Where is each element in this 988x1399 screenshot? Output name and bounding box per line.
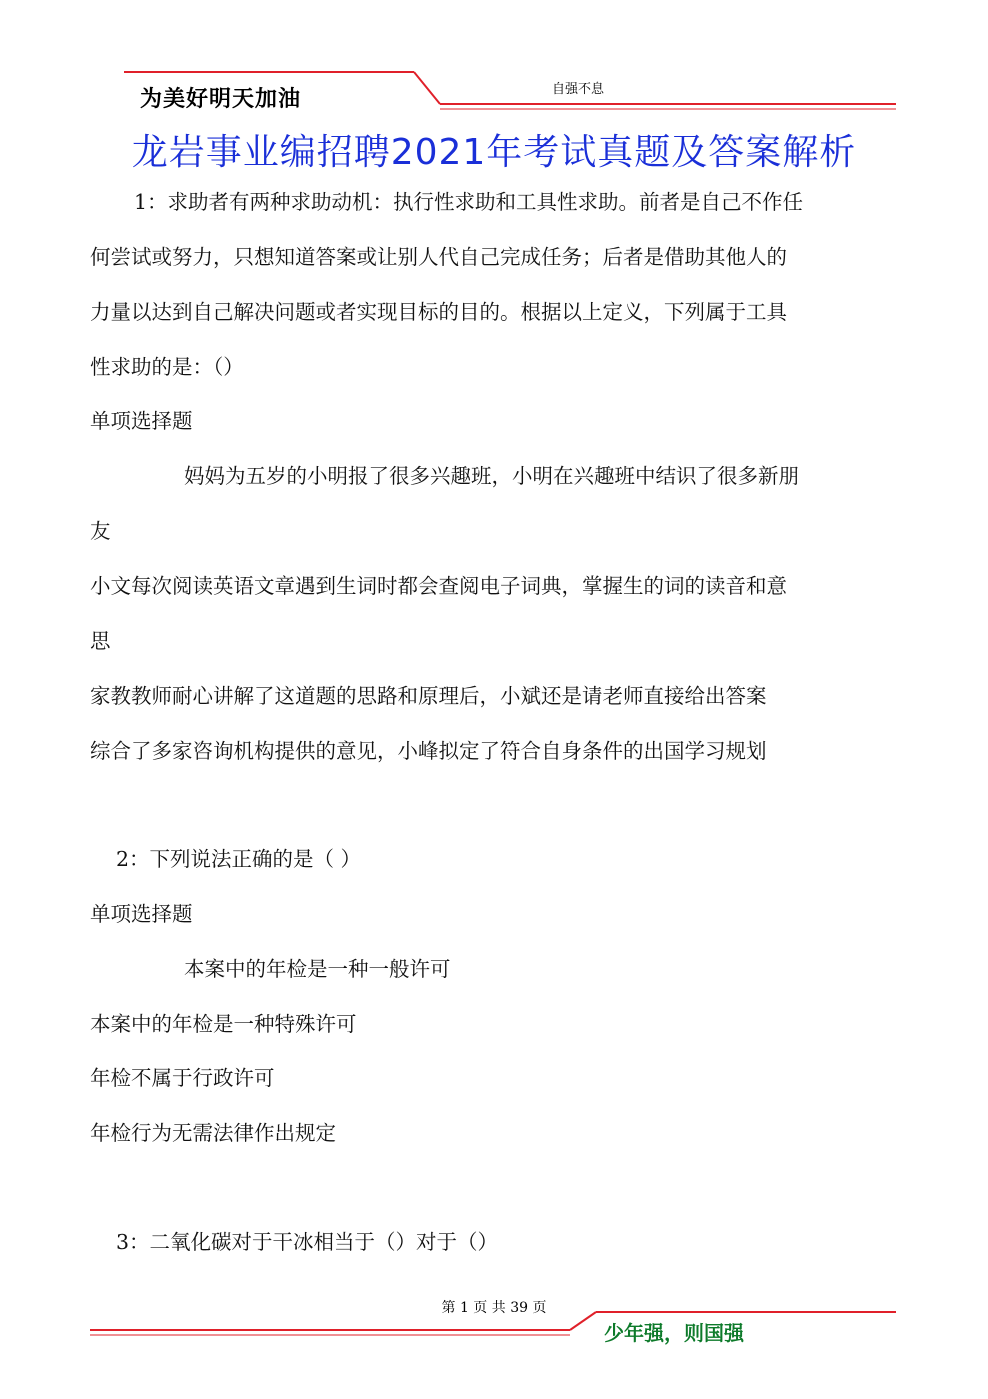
page-number: 第 1 页 共 39 页 <box>441 1300 547 1316</box>
q1-stem-line-4: 性求助的是：（） <box>90 355 244 379</box>
q1-option-c: 家教教师耐心讲解了这道题的思路和原理后，小斌还是请老师直接给出答案 <box>90 684 767 708</box>
q1-stem-line-3: 力量以达到自己解决问题或者实现目标的目的。根据以上定义，下列属于工具 <box>90 300 787 324</box>
q1-type: 单项选择题 <box>90 409 193 433</box>
footer-right-slogan: 少年强，则国强 <box>604 1321 744 1345</box>
q2-option-b: 本案中的年检是一种特殊许可 <box>90 1012 357 1036</box>
q1-option-b-line-2: 思 <box>90 629 111 653</box>
q1-option-b-line-1: 小文每次阅读英语文章遇到生词时都会查阅电子词典，掌握生的词的读音和意 <box>90 574 787 598</box>
q1-option-d: 综合了多家咨询机构提供的意见，小峰拟定了符合自身条件的出国学习规划 <box>90 739 767 763</box>
q1-option-a-line-1: 妈妈为五岁的小明报了很多兴趣班，小明在兴趣班中结识了很多新朋 <box>184 464 799 488</box>
q2-option-a: 本案中的年检是一种一般许可 <box>184 957 451 981</box>
header-rule-diagonal <box>414 72 440 104</box>
q1-stem-line-1: 1：求助者有两种求助动机：执行性求助和工具性求助。前者是自己不作任 <box>134 190 804 214</box>
header-left-slogan: 为美好明天加油 <box>140 86 302 112</box>
q2-option-d: 年检行为无需法律作出规定 <box>90 1121 336 1145</box>
q1-option-a-line-2: 友 <box>90 519 111 543</box>
header-right-slogan: 自强不息 <box>552 82 605 97</box>
q3-stem: 3：二氧化碳对于干冰相当于（）对于（） <box>116 1230 499 1254</box>
page-title: 龙岩事业编招聘2021年考试真题及答案解析 <box>131 132 857 173</box>
q1-stem-line-2: 何尝试或努力，只想知道答案或让别人代自己完成任务；后者是借助其他人的 <box>90 245 787 269</box>
q2-type: 单项选择题 <box>90 902 193 926</box>
q2-option-c: 年检不属于行政许可 <box>90 1066 275 1090</box>
q2-stem: 2：下列说法正确的是（ ） <box>116 847 362 871</box>
